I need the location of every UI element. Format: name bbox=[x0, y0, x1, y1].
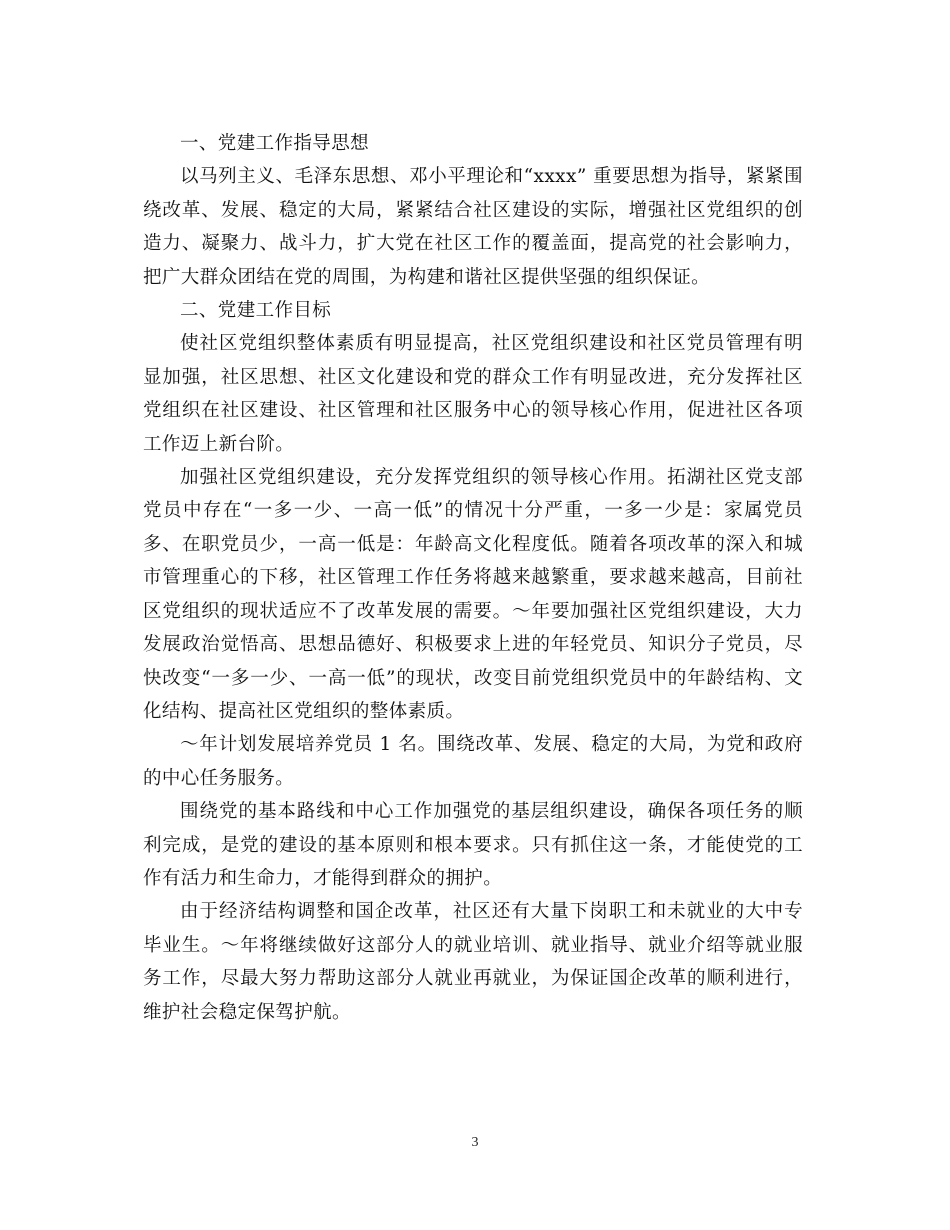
document-body bbox=[143, 127, 803, 1029]
section-heading-guiding-ideology: 一、党建工作指导思想 bbox=[180, 133, 370, 154]
section-heading-work-goals: 二、党建工作目标 bbox=[180, 300, 332, 322]
paragraph-guiding-ideology: 以马列主义、毛泽东思想、邓小平理论和“xxxx” 重要思想为指导，紧紧围绕改革、发展、稳定的大局，紧紧结合社区建设的实际，增强社区党组织的创造力、凝聚力、战斗力，扩大党在社区工作的覆盖面，提高党的社会影响力，把广大群众团结在党的周围，为构建和谐社区提供坚强的组织保证。 bbox=[143, 166, 803, 288]
paragraph-basic-line: 围绕党的基本路线和中心工作加强党的基层组织建设，确保各项任务的顺利完成，是党的建设的基本原则和根本要求。只有抓住这一条，才能使党的工作有活力和生命力，才能得到群众的拥护。 bbox=[143, 801, 803, 889]
page-number: 3 bbox=[471, 1135, 479, 1150]
paragraph-member-plan: ～年计划发展培养党员 1 名。围绕改革、发展、稳定的大局，为党和政府的中心任务服务。 bbox=[143, 734, 803, 789]
paragraph-strengthen-organization: 加强社区党组织建设，充分发挥党组织的领导核心作用。拓湖社区党支部党员中存在“一多一少、一高一低”的情况十分严重，一多一少是：家属党员多、在职党员少，一高一低是：年龄高文化程度低。随着各项改革的深入和城市管理重心的下移，社区管理工作任务将越来越繁重，要求越来越高，目前社区党组织的现状适应不了改革发展的需要。～年要加强社区党组织建设，大力发展政治觉悟高、思想品德好、积极要求上进的年轻党员、知识分子党员，尽快改变“一多一少、一高一低”的现状，改变目前党组织党员中的年龄结构、文化结构、提高社区党组织的整体素质。 bbox=[143, 467, 803, 722]
paragraph-employment-service: 由于经济结构调整和国企改革，社区还有大量下岗职工和未就业的大中专毕业生。～年将继续做好这部分人的就业培训、就业指导、就业介绍等就业服务工作，尽最大努力帮助这部分人就业再就业，为保证国企改革的顺利进行，维护社会稳定保驾护航。 bbox=[143, 901, 803, 1023]
paragraph-work-goals: 使社区党组织整体素质有明显提高，社区党组织建设和社区党员管理有明显加强，社区思想、社区文化建设和党的群众工作有明显改进，充分发挥社区党组织在社区建设、社区管理和社区服务中心的领导核心作用，促进社区各项工作迈上新台阶。 bbox=[143, 333, 803, 455]
